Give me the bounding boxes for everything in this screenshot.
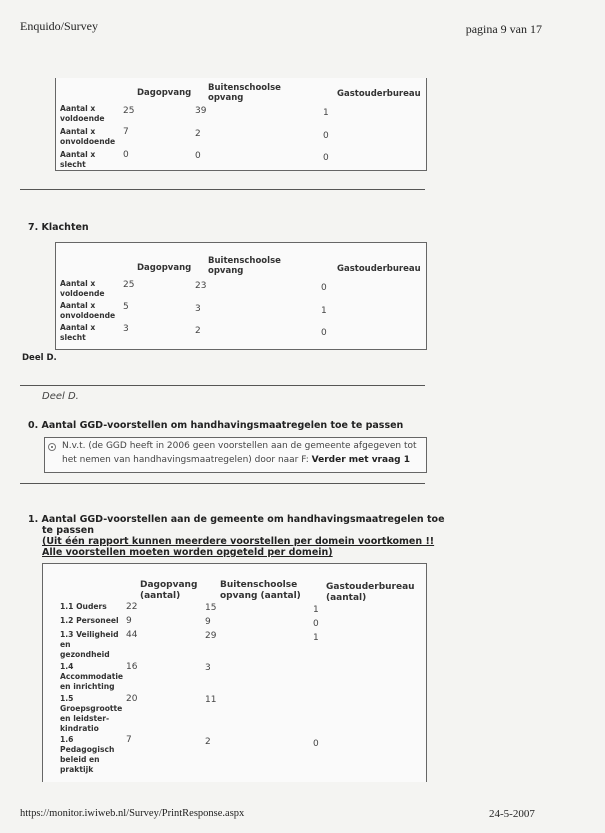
t1b-value: 22 — [126, 602, 138, 612]
deel-d-italic: Deel D. — [42, 391, 79, 402]
t1-value: 0 — [323, 131, 329, 141]
nvt-option-line1: N.v.t. (de GGD heeft in 2006 geen voorstellen aan de gemeente afgegeven tot — [62, 441, 417, 451]
t1b-row-label-line: Pedagogisch — [60, 745, 115, 754]
t1-col-dagopvang: Dagopvang — [137, 88, 192, 98]
t1b-col-dagopvang — [140, 580, 197, 602]
t7-value: 25 — [123, 280, 135, 290]
page-number: pagina 9 van 17 — [465, 22, 542, 36]
t1b-row-label-line: 1.2 Personeel — [60, 616, 119, 625]
section-1-title-line1: 1. Aantal GGD-voorstellen aan de gemeente om handhavingsmaatregelen toe — [28, 514, 445, 525]
t1b-value: 44 — [126, 630, 138, 640]
t1b-col-bso-l2: opvang (aantal) — [220, 591, 301, 601]
t1b-row-label — [60, 735, 114, 775]
footer-date: 24-5-2007 — [489, 808, 535, 820]
t1b-value: 29 — [205, 631, 217, 641]
t1b-col-dagopvang-l1: Dagopvang — [140, 580, 198, 590]
t7-row-label: Aantal x slecht — [60, 323, 96, 342]
t1b-col-bso — [220, 580, 301, 602]
footer-url: https://monitor.iwiweb.nl/Survey/PrintResponse.aspx — [20, 808, 245, 819]
t1b-row-label — [60, 630, 119, 660]
section-1-note-line2: Alle voorstellen moeten worden opgeteld per domein) — [42, 547, 333, 558]
t1b-row-label-line: Groepsgrootte — [60, 704, 123, 713]
section-1-title-line2: te passen — [42, 525, 95, 536]
t7-value: 3 — [195, 304, 201, 314]
t1-value: 2 — [195, 129, 201, 139]
divider — [20, 385, 425, 386]
t1-col-gob: Gastouderbureau — [337, 89, 421, 99]
t1b-value: 9 — [205, 617, 211, 627]
t1b-col-gob-l1: Gastouderbureau — [326, 582, 415, 592]
nvt-option-bold: Verder met vraag 1 — [311, 455, 410, 465]
t1b-row-label — [60, 662, 123, 692]
t1-value: 39 — [195, 106, 207, 116]
t1-row-label: Aantal x voldoende — [60, 104, 105, 123]
t7-value: 3 — [123, 324, 129, 334]
t1b-row-label-line: Accommodatie — [60, 672, 124, 681]
t1b-value: 15 — [205, 603, 217, 613]
t7-value: 2 — [195, 326, 201, 336]
t1b-row-label — [60, 694, 122, 734]
t1-value: 1 — [323, 108, 329, 118]
t1b-value: 0 — [313, 619, 319, 629]
t1b-row-label-line: beleid en — [60, 755, 100, 764]
t7-row-label: Aantal x onvoldoende — [60, 301, 116, 320]
t1b-row-label-line: en inrichting — [60, 682, 115, 691]
t1b-col-gob — [326, 582, 415, 604]
divider — [20, 189, 425, 190]
t1b-value: 1 — [313, 633, 319, 643]
t1b-row-label-line: en — [60, 640, 71, 649]
t7-col-gob: Gastouderbureau — [337, 264, 421, 274]
t1-row-label: Aantal x onvoldoende — [60, 127, 116, 146]
t1b-col-dagopvang-l2: (aantal) — [140, 591, 181, 601]
t1b-value: 2 — [205, 737, 211, 747]
t1b-row-label-line: praktijk — [60, 765, 94, 774]
t1b-row-label-line: 1.6 — [60, 735, 74, 744]
section-1-note-line1: (Uit één rapport kunnen meerdere voorstellen per domein voortkomen !! — [42, 536, 435, 547]
t1-value: 7 — [123, 127, 129, 137]
t7-row-label: Aantal x voldoende — [60, 279, 105, 298]
t1b-col-gob-l2: (aantal) — [326, 593, 367, 603]
nvt-option-text: het nemen van handhavingsmaatregelen) door naar F: — [62, 455, 309, 465]
t7-col-dagopvang: Dagopvang — [137, 263, 192, 273]
t1b-value: 3 — [205, 663, 211, 673]
t1b-row-label-line: kindratio — [60, 724, 99, 733]
t7-value: 5 — [123, 302, 129, 312]
t1b-row-label-line: 1.5 — [60, 694, 74, 703]
section-0-title: 0. Aantal GGD-voorstellen om handhavingsmaatregelen toe te passen — [28, 420, 404, 431]
t1b-col-bso-l1: Buitenschoolse — [220, 580, 298, 590]
t1-col-bso: Buitenschoolse opvang — [208, 83, 281, 103]
t7-value: 0 — [321, 283, 327, 293]
t1b-row-label — [60, 616, 119, 626]
t1b-value: 0 — [313, 739, 319, 749]
t1b-value: 9 — [126, 616, 132, 626]
t1b-value: 1 — [313, 605, 319, 615]
t1-value: 0 — [323, 153, 329, 163]
t7-value: 1 — [321, 306, 327, 316]
t1b-row-label — [60, 602, 107, 612]
t1b-row-label-line: 1.1 Ouders — [60, 602, 107, 611]
t1-value: 25 — [123, 106, 135, 116]
t1b-row-label-line: 1.3 Veiligheid — [60, 630, 119, 639]
t1-value: 0 — [123, 150, 129, 160]
t1b-value: 11 — [205, 695, 217, 705]
divider — [20, 483, 425, 484]
t7-col-bso: Buitenschoolse opvang — [208, 256, 281, 276]
t1-value: 0 — [195, 151, 201, 161]
nvt-option-line2 — [62, 455, 410, 465]
t1-row-label: Aantal x slecht — [60, 150, 96, 169]
t1b-row-label-line: en leidster- — [60, 714, 110, 723]
t1b-value: 7 — [126, 735, 132, 745]
t1b-row-label-line: 1.4 — [60, 662, 74, 671]
t7-value: 23 — [195, 281, 207, 291]
t1b-value: 20 — [126, 694, 138, 704]
t1b-row-label-line: gezondheid — [60, 650, 110, 659]
deel-d-label: Deel D. — [22, 353, 57, 363]
t7-value: 0 — [321, 328, 327, 338]
nvt-radio[interactable] — [48, 443, 56, 451]
t1b-value: 16 — [126, 662, 138, 672]
section-7-title: 7. Klachten — [28, 222, 89, 233]
header-title: Enquido/Survey — [20, 19, 98, 33]
